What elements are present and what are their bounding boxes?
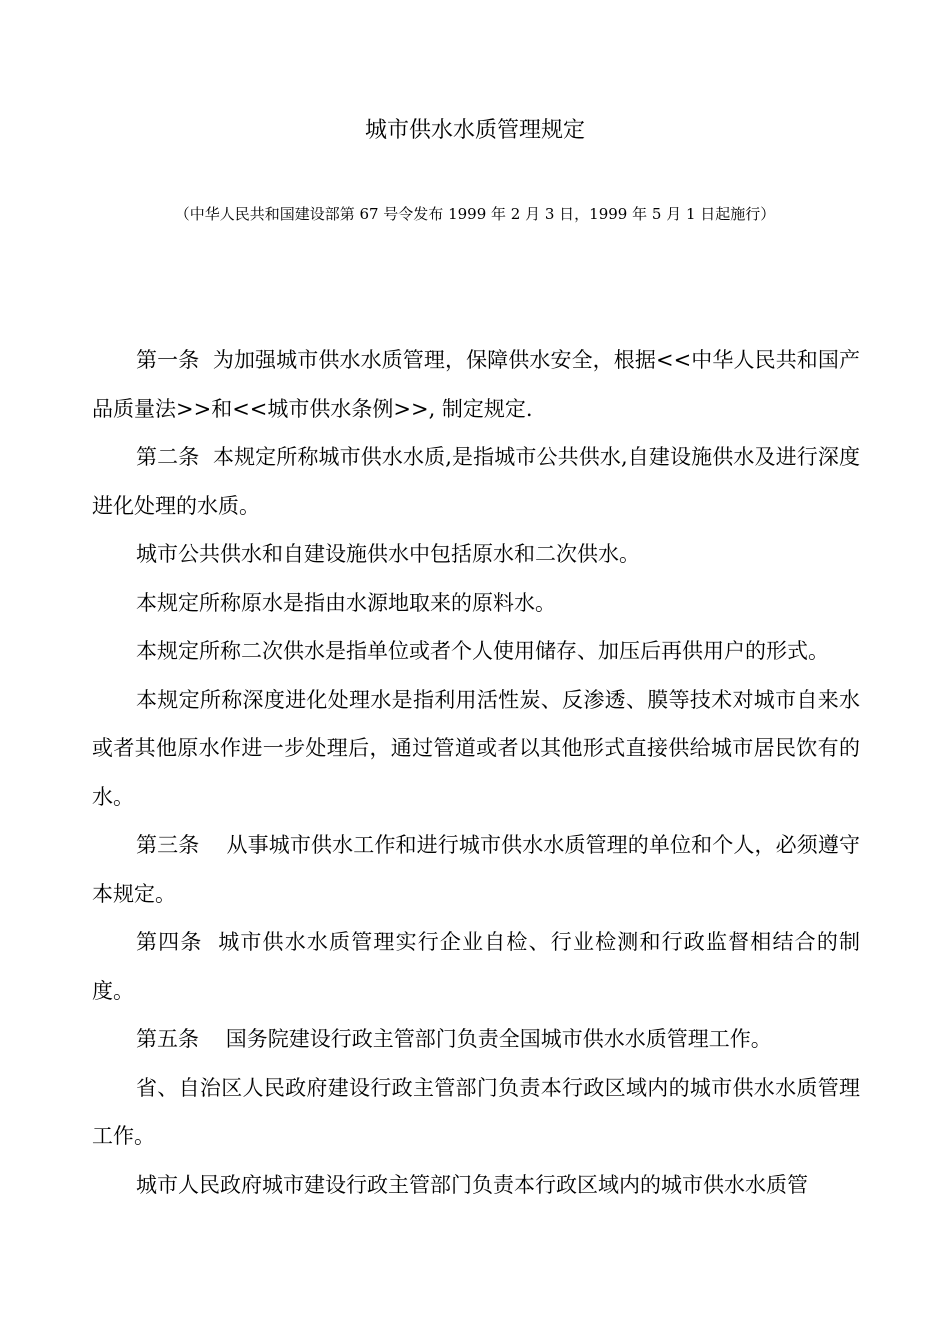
paragraph-article-5-provincial: 省、自治区人民政府建设行政主管部门负责本行政区域内的城市供水水质管理工作。 [92,1075,860,1148]
paragraph-article-3: 第三条 从事城市供水工作和进行城市供水水质管理的单位和个人，必须遵守本规定。 [92,833,860,906]
paragraph-article-2-supply-scope: 城市公共供水和自建设施供水中包括原水和二次供水。 [136,542,640,566]
paragraph-advanced-treatment-definition: 本规定所称深度进化处理水是指利用活性炭、反渗透、膜等技术对城市自来水或者其他原水作进一步处理后，通过管道或者以其他形式直接供给城市居民饮有的水。 [92,687,860,809]
paragraph-article-1: 第一条 为加强城市供水水质管理，保障供水安全，根据<<中华人民共和国产品质量法>>和<<城市供水条例>>, 制定规定. [92,348,860,421]
document-title: 城市供水水质管理规定 [364,118,585,143]
document-body [92,336,860,1209]
paragraph-article-2: 第二条 本规定所称城市供水水质,是指城市公共供水,自建设施供水及进行深度进化处理的水质。 [92,445,860,518]
paragraph-article-4: 第四条 城市供水水质管理实行企业自检、行业检测和行政监督相结合的制度。 [92,930,860,1003]
paragraph-raw-water-definition: 本规定所称原水是指由水源地取来的原料水。 [136,590,556,615]
paragraph-secondary-supply-definition: 本规定所称二次供水是指单位或者个人使用储存、加压后再供用户的形式。 [136,639,829,663]
document-subtitle: （中华人民共和国建设部第 67 号令发布 1999 年 2 月 3 日，1999 年 5 月 1 日起施行） [174,205,776,223]
paragraph-article-5: 第五条 国务院建设行政主管部门负责全国城市供水水质管理工作。 [136,1027,772,1051]
paragraph-article-5-municipal: 城市人民政府城市建设行政主管部门负责本行政区域内的城市供水水质管 [136,1172,808,1197]
